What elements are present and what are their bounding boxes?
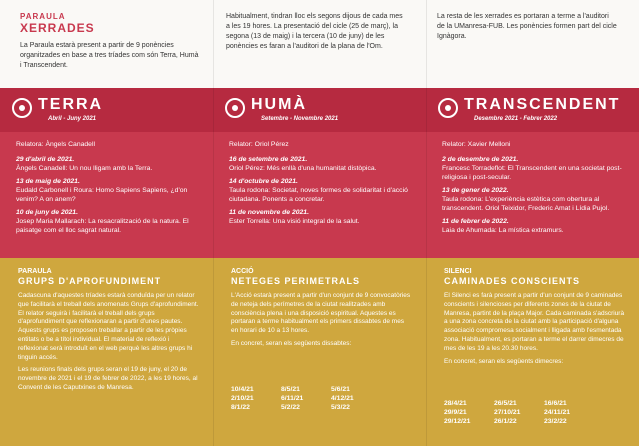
terra-header	[0, 88, 213, 132]
neteges-kicker: ACCIÓ	[231, 268, 254, 275]
huma-column	[213, 88, 426, 258]
grups-paragraph: Cadascuna d'aquestes tríades estarà conduïda per un relator que facilitarà el treball dels anomenats Grups d'aprofundiment. El relator seguirà i facilitarà el treball dels grups d'aprofundiment que reflexionaran a partir d'unes pautes. Aquests grups es proposen treballar a partir de les pròpies entitats o be a títol individual. El material de reflexió i reflexionat serà introduït en el web perquè les altres grups hi tinguin accés.	[18, 292, 199, 361]
terra-dates: Abril - Juny 2021	[48, 116, 97, 122]
transcendent-relator: Relator: Xavier Melloni	[442, 141, 511, 148]
caminades-title: CAMINADES CONSCIENTS	[444, 276, 581, 286]
date-cell: 28/4/21	[444, 400, 467, 407]
talk-text: Taula rodona: Societat, noves formes de solidaritat i d'acció ciutadana. Ponents a concretar.	[229, 187, 408, 203]
fold-line	[426, 0, 427, 446]
talk-text: Eudald Carbonell i Roura: Homo Sapiens Sapiens, ¿d'on venim? A on anem?	[16, 187, 188, 203]
transcendent-dates: Desembre 2021 - Febrer 2022	[474, 116, 558, 122]
neteges-paragraph: L'Acció estarà present a partir d'un conjunt de 9 convocatòries de neteja dels perímetres de la ciutat realitzades amb consciència plena i una disposició espiritual. Aquestes es portaran a terme habitualment els primers dissabtes de mes en horari de 10 a 13 hores.	[231, 292, 411, 335]
date-cell: 24/11/21	[544, 409, 571, 416]
date-cell: 6/11/21	[281, 395, 304, 402]
caminades-text	[444, 292, 626, 370]
date-cell: 8/1/22	[231, 404, 250, 411]
circle-icon	[225, 98, 245, 118]
date-cell: 5/2/22	[281, 404, 300, 411]
terra-column	[0, 88, 213, 258]
grups-column	[0, 258, 213, 446]
huma-body	[229, 140, 417, 226]
date-cell: 16/6/21	[544, 400, 567, 407]
grups-text	[18, 292, 200, 397]
date-cell: 26/1/22	[494, 418, 517, 425]
talk-text: Ester Torrella: Una visió integral de la salut.	[229, 218, 360, 225]
grups-paragraph: Les reunions finals dels grups seran el 19 de juny, el 20 de novembre de 2021 i el 19 de febrer de 2022, a les 19 hores, al Convent de les Caputxines de Manresa.	[18, 366, 198, 391]
date-cell: 2/10/21	[231, 395, 254, 402]
date-cell: 5/3/22	[331, 404, 350, 411]
circle-icon	[438, 98, 458, 118]
activities-band	[0, 258, 639, 446]
huma-relator: Relator: Oriol Pérez	[229, 141, 289, 148]
neteges-dates	[231, 386, 381, 411]
xerrades-title: XERRADES	[20, 21, 95, 35]
talk-date: 16 de setembre de 2021.	[229, 156, 308, 163]
xerrades-schedule-text: Habitualment, tindran lloc els segons dijous de cada mes a les 19 hores. La presentació del cicle (25 de març), la segona (13 de maig) i la tercera (10 de juny) de les ponències es faran a l'auditori de la plana de l'Om.	[226, 13, 403, 50]
transcendent-column	[426, 88, 639, 258]
talk-text: Francesc Torradeflot: El Transcendent en una societat post-religiosa i post-secular.	[442, 165, 622, 181]
grups-title: GRUPS D'APROFUNDIMENT	[18, 276, 162, 286]
talk-date: 14 d'octubre de 2021.	[229, 178, 298, 185]
talk-date: 13 de gener de 2022.	[442, 187, 509, 194]
caminades-dates	[444, 400, 594, 425]
date-cell: 29/9/21	[444, 409, 467, 416]
talk-text: Taula rodona: L'experiència estètica com obertura al transcendent. Oriol Teixidor, Frederic Amat i Lídia Pujol.	[442, 196, 610, 212]
huma-header	[213, 88, 426, 132]
talk-date: 13 de maig de 2021.	[16, 178, 80, 185]
date-cell: 5/6/21	[331, 386, 350, 393]
talk-text: Àngels Canadell: Un nou lligam amb la Terra.	[16, 165, 153, 172]
talk-date: 11 de febrer de 2022.	[442, 218, 509, 225]
huma-title: HUMÀ	[251, 96, 307, 113]
date-cell: 23/2/22	[544, 418, 567, 425]
talk-date: 29 d'abril de 2021.	[16, 156, 75, 163]
date-cell: 27/10/21	[494, 409, 521, 416]
circle-icon	[12, 98, 32, 118]
date-cell: 8/5/21	[281, 386, 300, 393]
caminades-column	[426, 258, 639, 446]
xerrades-intro-band	[0, 0, 639, 88]
transcendent-body	[442, 140, 630, 235]
caminades-kicker: SILENCI	[444, 268, 472, 275]
date-cell: 26/5/21	[494, 400, 517, 407]
triades-band	[0, 88, 639, 258]
neteges-paragraph: En concret, seran els següents dissabtes:	[231, 339, 352, 347]
neteges-title: NETEGES PERIMETRALS	[231, 276, 361, 286]
transcendent-title: TRANSCENDENT	[464, 96, 621, 113]
talk-text: Oriol Pérez: Més enllà d'una humanitat distòpica.	[229, 165, 377, 172]
xerrades-kicker: PARAULA	[20, 12, 66, 21]
huma-dates: Setembre - Novembre 2021	[261, 116, 339, 122]
transcendent-header	[426, 88, 639, 132]
talk-text: Laia de Ahumada: La mística extramurs.	[442, 227, 564, 234]
talk-text: Josep Maria Mallarach: La resacralització de la natura. El paisatge com el lloc sagrat natural.	[16, 218, 189, 234]
date-cell: 10/4/21	[231, 386, 254, 393]
fold-line	[213, 0, 214, 446]
grups-kicker: PARAULA	[18, 268, 52, 275]
neteges-column	[213, 258, 426, 446]
date-cell: 29/12/21	[444, 418, 471, 425]
caminades-paragraph: En concret, seran els següents dimecres:	[444, 357, 564, 365]
xerrades-venue-text: La resta de les xerrades es portaran a terme a l'auditori de la UManresa-FUB. Les ponències formen part del cicle Ignàgora.	[437, 13, 617, 40]
talk-date: 2 de desembre de 2021.	[442, 156, 519, 163]
terra-relator: Relatora: Àngels Canadell	[16, 141, 95, 148]
talk-date: 10 de juny de 2021.	[16, 209, 78, 216]
terra-title: TERRA	[38, 96, 104, 113]
caminades-paragraph: El Silenci es farà present a partir d'un conjunt de 9 caminades conscients i silencioses per diferents zones de la ciutat de Manresa, partint de la plaça Major. Cada caminada s'adscriurà a una zona concreta de la ciutat amb la participació d'alguna associació compromesa socialment i lligada amb l'esmentada zona. Habitualment, es portaran a terme el darrer dimecres de mes de les 19 a les 20.30 hores.	[444, 292, 625, 352]
terra-body	[16, 140, 204, 235]
date-cell: 4/12/21	[331, 395, 354, 402]
neteges-text	[231, 292, 413, 353]
xerrades-intro-text: La Paraula estarà present a partir de 9 ponències organitzades en base a tres tríades com són Terra, Humà i Transcendent.	[20, 42, 199, 69]
talk-date: 11 de novembre de 2021.	[229, 209, 309, 216]
